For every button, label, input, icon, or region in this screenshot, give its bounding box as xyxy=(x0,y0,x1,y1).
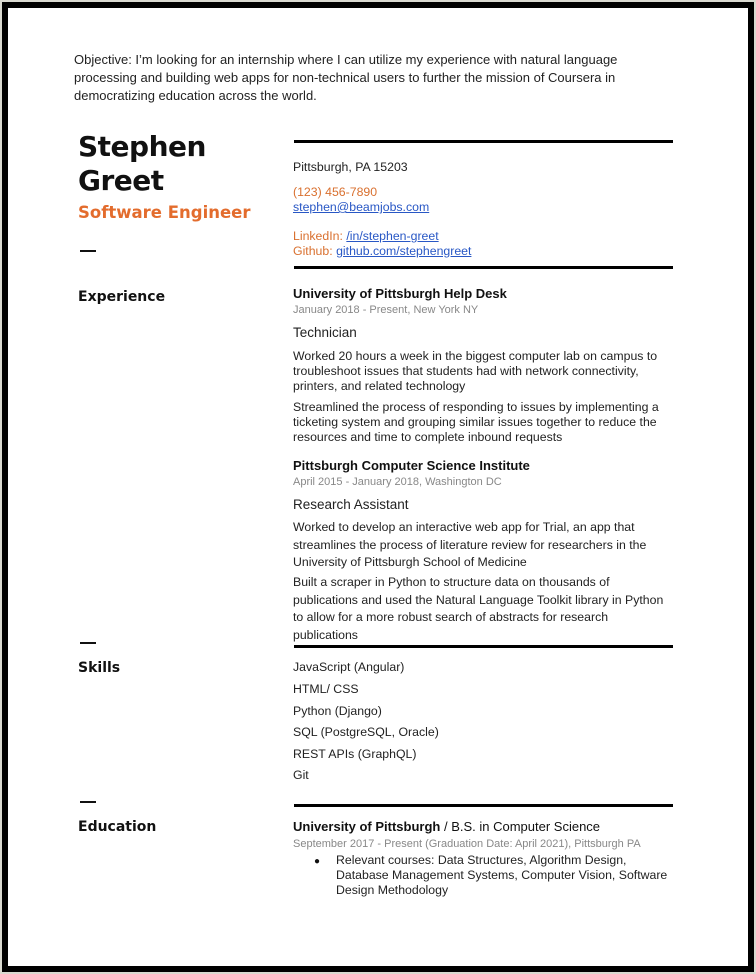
linkedin-row xyxy=(293,229,439,244)
contact-address: Pittsburgh, PA 15203 xyxy=(293,160,408,174)
experience-bullet: Worked 20 hours a week in the biggest computer lab on campus to troubleshoot issues that students had with network connectivity, printers, and related technology xyxy=(293,349,658,393)
contact-bottom-rule xyxy=(294,266,673,269)
github-row xyxy=(293,244,471,259)
skill-item: Git xyxy=(293,768,309,782)
section-label-skills: Skills xyxy=(78,660,121,676)
job-title: Software Engineer xyxy=(78,203,251,222)
education-courses: Relevant courses: Data Structures, Algorithm Design, Database Management Systems, Computer Vision, Software Design Methodology xyxy=(336,853,668,897)
education-rule xyxy=(294,804,673,807)
skill-item: SQL (PostgreSQL, Oracle) xyxy=(293,725,439,739)
skills-divider-dash xyxy=(80,642,96,644)
objective-statement: Objective: I’m looking for an internship where I can utilize my experience with natural language processing and building web apps for non-technical users to further the mission of Coursera in democratizing education across the world. xyxy=(74,52,618,103)
experience-org: University of Pittsburgh Help Desk xyxy=(293,286,507,301)
experience-role: Research Assistant xyxy=(293,497,409,512)
skill-item: REST APIs (GraphQL) xyxy=(293,747,417,761)
education-divider-dash xyxy=(80,801,96,803)
github-link[interactable]: github.com/stephengreet xyxy=(336,244,472,258)
candidate-name xyxy=(78,130,206,198)
skill-item: JavaScript (Angular) xyxy=(293,660,405,674)
skill-item: Python (Django) xyxy=(293,704,382,718)
skills-rule xyxy=(294,645,673,648)
education-school: University of Pittsburgh xyxy=(293,819,441,834)
bullet-icon: ● xyxy=(314,856,321,867)
experience-bullet: Streamlined the process of responding to issues by implementing a ticketing system and grouping similar issues together to reduce the resources and time to complete inbound requests xyxy=(293,400,659,444)
experience-meta: January 2018 - Present, New York NY xyxy=(293,304,479,316)
experience-bullet: Worked to develop an interactive web app for Trial, an app that streamlines the process of literature review for researchers in the University of Pittsburgh School of Medicine xyxy=(293,520,647,569)
skill-item: HTML/ CSS xyxy=(293,682,359,696)
experience-role: Technician xyxy=(293,325,357,340)
contact-email-link[interactable]: stephen@beamjobs.com xyxy=(293,200,430,214)
section-label-education: Education xyxy=(78,819,157,835)
education-heading xyxy=(293,819,600,834)
contact-top-rule xyxy=(294,140,673,143)
first-name: Stephen xyxy=(78,130,206,163)
experience-org: Pittsburgh Computer Science Institute xyxy=(293,458,530,473)
resume-page xyxy=(8,8,748,966)
education-degree: / B.S. in Computer Science xyxy=(440,819,601,834)
education-meta: September 2017 - Present (Graduation Date: April 2021), Pittsburgh PA xyxy=(293,838,641,850)
last-name: Greet xyxy=(78,164,164,197)
header-divider-dash xyxy=(80,250,96,252)
github-label: Github: xyxy=(293,244,333,258)
section-label-experience: Experience xyxy=(78,289,166,305)
linkedin-label: LinkedIn: xyxy=(293,229,343,243)
experience-bullet: Built a scraper in Python to structure data on thousands of publications and used the Natural Language Toolkit library in Python to allow for a more robust search of abstracts for research publications xyxy=(293,575,664,642)
contact-phone: (123) 456-7890 xyxy=(293,185,378,199)
linkedin-link[interactable]: /in/stephen-greet xyxy=(346,229,439,243)
experience-meta: April 2015 - January 2018, Washington DC xyxy=(293,476,502,488)
